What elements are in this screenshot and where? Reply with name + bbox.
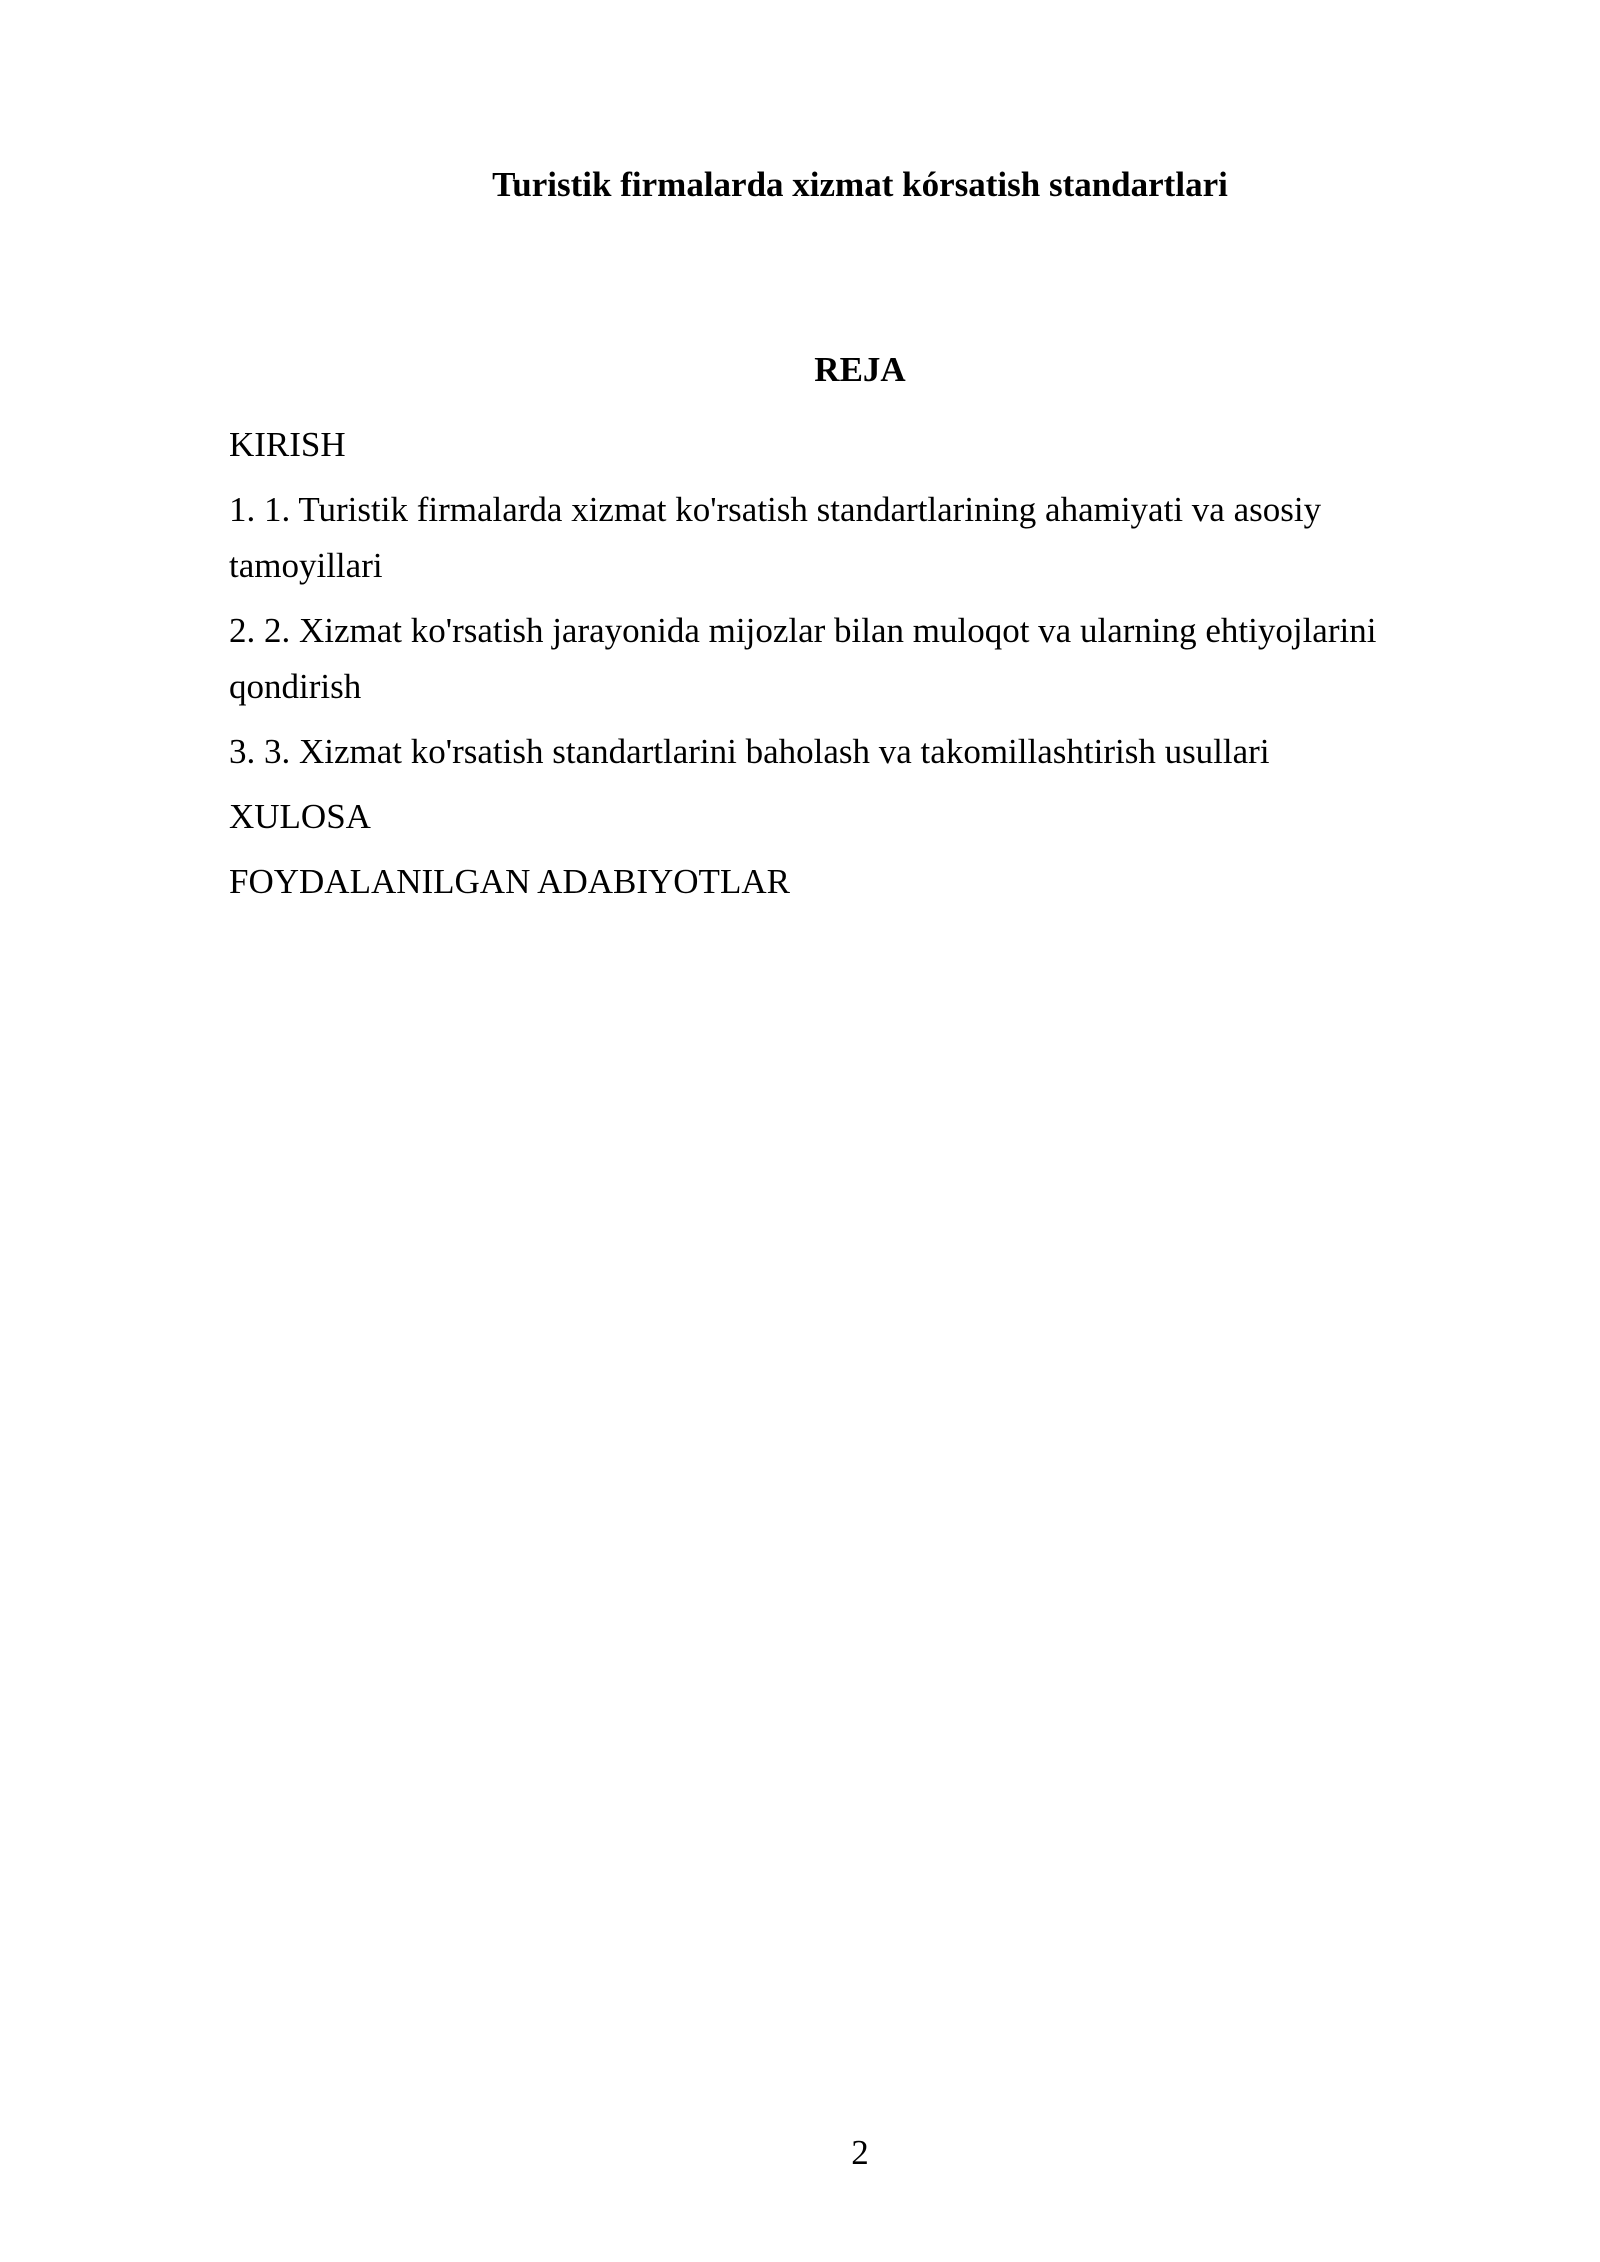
document-title: Turistik firmalarda xizmat kórsatish standartlari bbox=[492, 165, 1228, 204]
toc-item-chapter-3: 3. 3. Xizmat ko'rsatish standartlarini baholash va takomillashtirish usullari bbox=[229, 732, 1270, 771]
page-number: 2 bbox=[851, 2133, 869, 2172]
toc-item-conclusion: XULOSA bbox=[229, 797, 371, 836]
toc-item-introduction: KIRISH bbox=[229, 425, 346, 464]
toc-item-references: FOYDALANILGAN ADABIYOTLAR bbox=[229, 862, 790, 901]
toc-item-chapter-1: 1. 1. Turistik firmalarda xizmat ko'rsatish standartlarining ahamiyati va asosiy tamoyillari bbox=[229, 490, 1322, 585]
toc-item-chapter-2: 2. 2. Xizmat ko'rsatish jarayonida mijozlar bilan muloqot va ularning ehtiyojlarini qondirish bbox=[229, 611, 1377, 706]
plan-heading: REJA bbox=[814, 350, 906, 389]
table-of-contents bbox=[229, 417, 1479, 919]
